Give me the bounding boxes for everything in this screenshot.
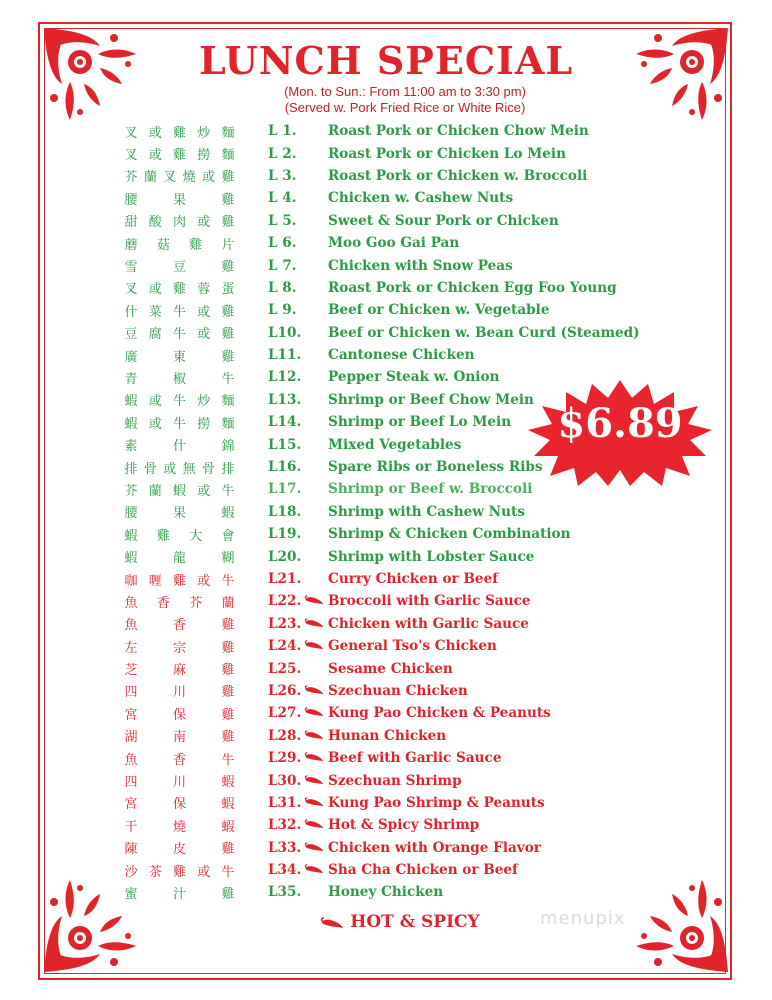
item-code: L29. [268, 750, 302, 767]
chinese-character: 蘭 [143, 170, 157, 186]
item-name: Mixed Vegetables [328, 436, 462, 453]
item-name: Moo Goo Gai Pan [328, 235, 460, 252]
item-name: Kung Pao Shrimp & Peanuts [328, 794, 545, 811]
chinese-character: 蘑 [124, 237, 138, 253]
chinese-character: 蝦 [221, 506, 235, 522]
chinese-character: 陳 [124, 842, 138, 858]
item-code: L 2. [268, 145, 297, 162]
chinese-character: 雞 [221, 886, 235, 902]
chinese-character: 雞 [221, 663, 235, 679]
chinese-character: 雞 [189, 237, 203, 253]
item-name: Chicken with Snow Peas [328, 257, 513, 274]
chinese-name-row [122, 433, 237, 455]
chinese-character: 牛 [172, 327, 186, 343]
chili-pepper-icon [304, 593, 328, 609]
chinese-name-row [122, 814, 237, 836]
chinese-character: 蝦 [221, 819, 235, 835]
chinese-name-row [122, 635, 237, 657]
chinese-character: 雞 [221, 730, 235, 746]
item-name: Hunan Chicken [328, 727, 447, 744]
chinese-character: 或 [148, 125, 162, 141]
menu-item [268, 568, 708, 590]
chinese-character: 炒 [197, 394, 211, 410]
chinese-character: 骨 [202, 461, 216, 477]
chinese-name-row [122, 501, 237, 523]
watermark: menupix [540, 908, 626, 929]
item-code: L10. [268, 324, 302, 341]
chinese-character: 大 [189, 528, 203, 544]
chinese-name-row [122, 792, 237, 814]
chinese-character: 牛 [172, 416, 186, 432]
chinese-character: 或 [197, 215, 211, 231]
menu-item [268, 814, 708, 836]
chili-pepper-icon [304, 773, 328, 789]
chinese-name-row [122, 613, 237, 635]
item-name: Sweet & Sour Pork or Chicken [328, 212, 559, 229]
item-name: Beef or Chicken w. Vegetable [328, 302, 550, 319]
item-code: L11. [268, 347, 302, 364]
item-name: Chicken with Garlic Sauce [328, 615, 529, 632]
chinese-character: 或 [197, 483, 211, 499]
chinese-name-row [122, 254, 237, 276]
chinese-character: 芥 [124, 483, 138, 499]
chinese-character: 素 [124, 439, 138, 455]
chinese-character: 椒 [172, 371, 186, 387]
chili-pepper-icon [304, 750, 328, 766]
chili-pepper-icon [304, 683, 328, 699]
item-code: L14. [268, 414, 302, 431]
menu-item [268, 322, 708, 344]
item-name: Spare Ribs or Boneless Ribs [328, 459, 543, 476]
chinese-character: 或 [148, 282, 162, 298]
item-name: Sesame Chicken [328, 660, 453, 677]
item-code: L20. [268, 548, 302, 565]
chinese-character: 撈 [197, 148, 211, 164]
item-code: L26. [268, 682, 302, 699]
menu-item [268, 859, 708, 881]
chinese-character: 雞 [221, 640, 235, 656]
item-name: Szechuan Chicken [328, 682, 468, 699]
chinese-character: 青 [124, 371, 138, 387]
menu-item [268, 277, 708, 299]
item-name: Honey Chicken [328, 884, 444, 901]
chinese-character: 蝦 [221, 775, 235, 791]
chinese-character: 麵 [221, 394, 235, 410]
chinese-character: 撈 [197, 416, 211, 432]
menu-item [268, 635, 708, 657]
chinese-character: 或 [202, 170, 216, 186]
chinese-character: 雞 [172, 573, 186, 589]
item-name: Cantonese Chicken [328, 347, 475, 364]
chinese-character: 菇 [156, 237, 170, 253]
chinese-character: 干 [124, 819, 138, 835]
menu-item [268, 657, 708, 679]
chinese-character: 蝦 [124, 528, 138, 544]
menu-item [268, 142, 708, 164]
chinese-name-row [122, 411, 237, 433]
chinese-character: 排 [124, 461, 138, 477]
item-code: L16. [268, 459, 302, 476]
chinese-character: 雪 [124, 260, 138, 276]
chinese-character: 麵 [221, 148, 235, 164]
item-name: Roast Pork or Chicken Egg Foo Young [328, 279, 617, 296]
item-name: Roast Pork or Chicken Chow Mein [328, 123, 589, 140]
menu-item [268, 254, 708, 276]
menu-item [268, 769, 708, 791]
chinese-character: 香 [172, 752, 186, 768]
chinese-name-row [122, 232, 237, 254]
item-code: L13. [268, 391, 302, 408]
item-code: L 4. [268, 190, 297, 207]
item-code: L17. [268, 481, 302, 498]
chili-pepper-icon [304, 728, 328, 744]
hours-info [0, 84, 772, 116]
item-code: L24. [268, 638, 302, 655]
item-code: L 5. [268, 212, 297, 229]
item-code: L 3. [268, 167, 297, 184]
item-name: Shrimp or Beef Lo Mein [328, 414, 512, 431]
item-name: Szechuan Shrimp [328, 772, 462, 789]
menu-item [268, 165, 708, 187]
price-label: $6.89 [557, 400, 683, 447]
chinese-character: 牛 [221, 371, 235, 387]
item-code: L35. [268, 884, 302, 901]
menu-item [268, 680, 708, 702]
chinese-name-row [122, 478, 237, 500]
chinese-character: 湖 [124, 730, 138, 746]
chinese-character: 什 [124, 304, 138, 320]
item-name: Shrimp with Cashew Nuts [328, 503, 525, 520]
chinese-character: 魚 [124, 595, 138, 611]
chinese-character: 果 [172, 506, 186, 522]
item-name: Beef or Chicken w. Bean Curd (Steamed) [328, 324, 640, 341]
rice-note: (Served w. Pork Fried Rice or White Rice) [284, 100, 526, 115]
item-name: Shrimp with Lobster Sauce [328, 548, 535, 565]
chinese-character: 腐 [148, 327, 162, 343]
chinese-character: 蛋 [221, 282, 235, 298]
item-name: General Tso's Chicken [328, 638, 497, 655]
chinese-character: 牛 [172, 394, 186, 410]
menu-item [268, 590, 708, 612]
chinese-name-row [122, 747, 237, 769]
chinese-character: 蜜 [124, 886, 138, 902]
chinese-character: 雞 [172, 864, 186, 880]
item-name: Sha Cha Chicken or Beef [328, 862, 518, 879]
chinese-character: 錦 [221, 439, 235, 455]
chinese-character: 酸 [148, 215, 162, 231]
chinese-name-row [122, 210, 237, 232]
menu-item [268, 792, 708, 814]
chili-pepper-icon [320, 917, 344, 929]
chinese-character: 牛 [221, 864, 235, 880]
chinese-character: 糊 [221, 551, 235, 567]
legend-label: HOT & SPICY [350, 912, 480, 932]
item-code: L23. [268, 615, 302, 632]
chinese-character: 或 [148, 394, 162, 410]
menu-item [268, 210, 708, 232]
chili-pepper-icon [304, 862, 328, 878]
chili-pepper-icon [304, 705, 328, 721]
chinese-name-row [122, 456, 237, 478]
chinese-character: 龍 [172, 551, 186, 567]
chinese-character: 片 [221, 237, 235, 253]
chinese-character: 或 [197, 327, 211, 343]
chinese-character: 蘭 [148, 483, 162, 499]
item-name: Shrimp or Beef Chow Mein [328, 391, 534, 408]
chinese-character: 蝦 [172, 483, 186, 499]
chinese-character: 雞 [172, 282, 186, 298]
chinese-name-row [122, 769, 237, 791]
chinese-character: 蝦 [124, 416, 138, 432]
menu-item [268, 881, 708, 903]
chinese-character: 蓉 [197, 282, 211, 298]
chinese-character: 麵 [221, 416, 235, 432]
chinese-character: 雞 [156, 528, 170, 544]
item-code: L19. [268, 526, 302, 543]
chinese-character: 蝦 [221, 797, 235, 813]
item-name: Roast Pork or Chicken Lo Mein [328, 145, 566, 162]
item-code: L 6. [268, 235, 297, 252]
item-code: L15. [268, 436, 302, 453]
menu-item [268, 232, 708, 254]
chinese-name-row [122, 187, 237, 209]
item-name: Chicken w. Cashew Nuts [328, 190, 514, 207]
chinese-character: 川 [172, 685, 186, 701]
chili-pepper-icon [304, 638, 328, 654]
item-code: L25. [268, 660, 302, 677]
chinese-character: 宗 [172, 640, 186, 656]
chinese-character: 川 [172, 775, 186, 791]
item-code: L12. [268, 369, 302, 386]
page-title: LUNCH SPECIAL [198, 38, 574, 83]
chinese-character: 或 [163, 461, 177, 477]
chinese-character: 香 [172, 618, 186, 634]
chinese-character: 左 [124, 640, 138, 656]
chinese-character: 芥 [189, 595, 203, 611]
chili-pepper-icon [304, 616, 328, 632]
item-code: L22. [268, 593, 302, 610]
menu-item [268, 747, 708, 769]
chinese-name-row [122, 277, 237, 299]
item-name: Curry Chicken or Beef [328, 571, 499, 587]
chinese-name-row [122, 322, 237, 344]
chinese-character: 四 [124, 685, 138, 701]
chinese-character: 牛 [221, 573, 235, 589]
chinese-names-column [122, 120, 237, 904]
chinese-character: 魚 [124, 618, 138, 634]
menu-item [268, 523, 708, 545]
item-code: L34. [268, 862, 302, 879]
item-code: L30. [268, 772, 302, 789]
menu-item [268, 613, 708, 635]
item-name: Kung Pao Chicken & Peanuts [328, 705, 551, 722]
chinese-character: 排 [221, 461, 235, 477]
chinese-character: 會 [221, 528, 235, 544]
chinese-character: 菜 [148, 304, 162, 320]
chili-pepper-icon [304, 840, 328, 856]
chinese-name-row [122, 859, 237, 881]
item-code: L33. [268, 839, 302, 856]
chinese-character: 雞 [221, 349, 235, 365]
chinese-name-row [122, 590, 237, 612]
chinese-name-row [122, 545, 237, 567]
chinese-name-row [122, 881, 237, 903]
chinese-character: 牛 [221, 752, 235, 768]
chinese-character: 芝 [124, 663, 138, 679]
chinese-character: 叉 [163, 170, 177, 186]
menu-item-list [268, 120, 708, 904]
item-name: Roast Pork or Chicken w. Broccoli [328, 167, 588, 184]
chinese-character: 燒 [182, 170, 196, 186]
item-code: L21. [268, 571, 302, 587]
chinese-character: 汁 [172, 886, 186, 902]
chinese-character: 骨 [143, 461, 157, 477]
item-code: L28. [268, 727, 302, 744]
chinese-character: 雞 [172, 125, 186, 141]
chinese-name-row [122, 120, 237, 142]
chinese-character: 甜 [124, 215, 138, 231]
chinese-character: 牛 [172, 304, 186, 320]
chinese-character: 叉 [124, 282, 138, 298]
chinese-character: 雞 [221, 170, 235, 186]
chinese-character: 果 [172, 192, 186, 208]
chinese-name-row [122, 568, 237, 590]
chinese-character: 宮 [124, 797, 138, 813]
chinese-name-row [122, 344, 237, 366]
chinese-character: 或 [197, 864, 211, 880]
item-code: L27. [268, 705, 302, 722]
chinese-character: 麵 [221, 125, 235, 141]
chinese-name-row [122, 837, 237, 859]
hours-line: (Mon. to Sun.: From 11:00 am to 3:30 pm) [284, 84, 526, 99]
chinese-character: 炒 [197, 125, 211, 141]
menu-item [268, 545, 708, 567]
chinese-character: 或 [148, 148, 162, 164]
chinese-character: 雞 [221, 260, 235, 276]
chinese-character: 無 [182, 461, 196, 477]
legend [0, 912, 772, 932]
chinese-character: 南 [172, 730, 186, 746]
chinese-character: 皮 [172, 842, 186, 858]
chinese-character: 保 [172, 707, 186, 723]
chinese-name-row [122, 725, 237, 747]
chinese-name-row [122, 523, 237, 545]
chinese-character: 雞 [221, 327, 235, 343]
chinese-character: 雞 [221, 215, 235, 231]
chinese-name-row [122, 389, 237, 411]
chinese-character: 或 [197, 573, 211, 589]
chinese-character: 保 [172, 797, 186, 813]
chili-pepper-icon [304, 817, 328, 833]
chinese-character: 麻 [172, 663, 186, 679]
chinese-character: 沙 [124, 864, 138, 880]
chinese-character: 蝦 [124, 394, 138, 410]
chinese-character: 廣 [124, 349, 138, 365]
chinese-character: 雞 [221, 304, 235, 320]
item-code: L 8. [268, 279, 297, 296]
chinese-character: 或 [197, 304, 211, 320]
chinese-character: 叉 [124, 148, 138, 164]
item-code: L31. [268, 794, 302, 811]
item-name: Hot & Spicy Shrimp [328, 817, 480, 834]
chinese-character: 燒 [172, 819, 186, 835]
chinese-character: 雞 [221, 685, 235, 701]
item-name: Shrimp & Chicken Combination [328, 526, 571, 543]
chinese-character: 雞 [221, 618, 235, 634]
item-code: L 1. [268, 123, 297, 140]
chinese-character: 或 [148, 416, 162, 432]
chinese-character: 叉 [124, 125, 138, 141]
chinese-character: 肉 [172, 215, 186, 231]
chinese-character: 腰 [124, 506, 138, 522]
item-code: L18. [268, 503, 302, 520]
chinese-character: 茶 [148, 864, 162, 880]
chinese-name-row [122, 657, 237, 679]
chinese-character: 蘭 [221, 595, 235, 611]
menu-item [268, 702, 708, 724]
menu-item [268, 344, 708, 366]
chinese-character: 喱 [148, 573, 162, 589]
menu-item [268, 120, 708, 142]
chinese-character: 牛 [221, 483, 235, 499]
chinese-name-row [122, 702, 237, 724]
menu-item [268, 837, 708, 859]
chinese-character: 宮 [124, 707, 138, 723]
chinese-character: 雞 [221, 192, 235, 208]
menu-item [268, 725, 708, 747]
chinese-character: 東 [172, 349, 186, 365]
menu-item [268, 187, 708, 209]
item-name: Beef with Garlic Sauce [328, 750, 502, 767]
chinese-name-row [122, 142, 237, 164]
item-code: L32. [268, 817, 302, 834]
chinese-character: 芥 [124, 170, 138, 186]
chinese-character: 香 [156, 595, 170, 611]
item-code: L 9. [268, 302, 297, 319]
menu-item [268, 299, 708, 321]
chili-pepper-icon [304, 795, 328, 811]
item-name: Shrimp or Beef w. Broccoli [328, 481, 533, 498]
chinese-character: 雞 [172, 148, 186, 164]
chinese-name-row [122, 680, 237, 702]
chinese-name-row [122, 366, 237, 388]
chinese-character: 腰 [124, 192, 138, 208]
item-name: Chicken with Orange Flavor [328, 839, 541, 856]
chinese-character: 豆 [172, 260, 186, 276]
chinese-name-row [122, 299, 237, 321]
chinese-character: 魚 [124, 752, 138, 768]
chinese-character: 雞 [221, 707, 235, 723]
chinese-character: 雞 [221, 842, 235, 858]
menu-item [268, 501, 708, 523]
item-code: L 7. [268, 257, 297, 274]
chinese-character: 什 [172, 439, 186, 455]
chinese-character: 四 [124, 775, 138, 791]
chinese-character: 豆 [124, 327, 138, 343]
item-name: Broccoli with Garlic Sauce [328, 593, 531, 610]
chinese-character: 咖 [124, 573, 138, 589]
chinese-name-row [122, 165, 237, 187]
item-name: Pepper Steak w. Onion [328, 369, 500, 386]
chinese-character: 蝦 [124, 551, 138, 567]
